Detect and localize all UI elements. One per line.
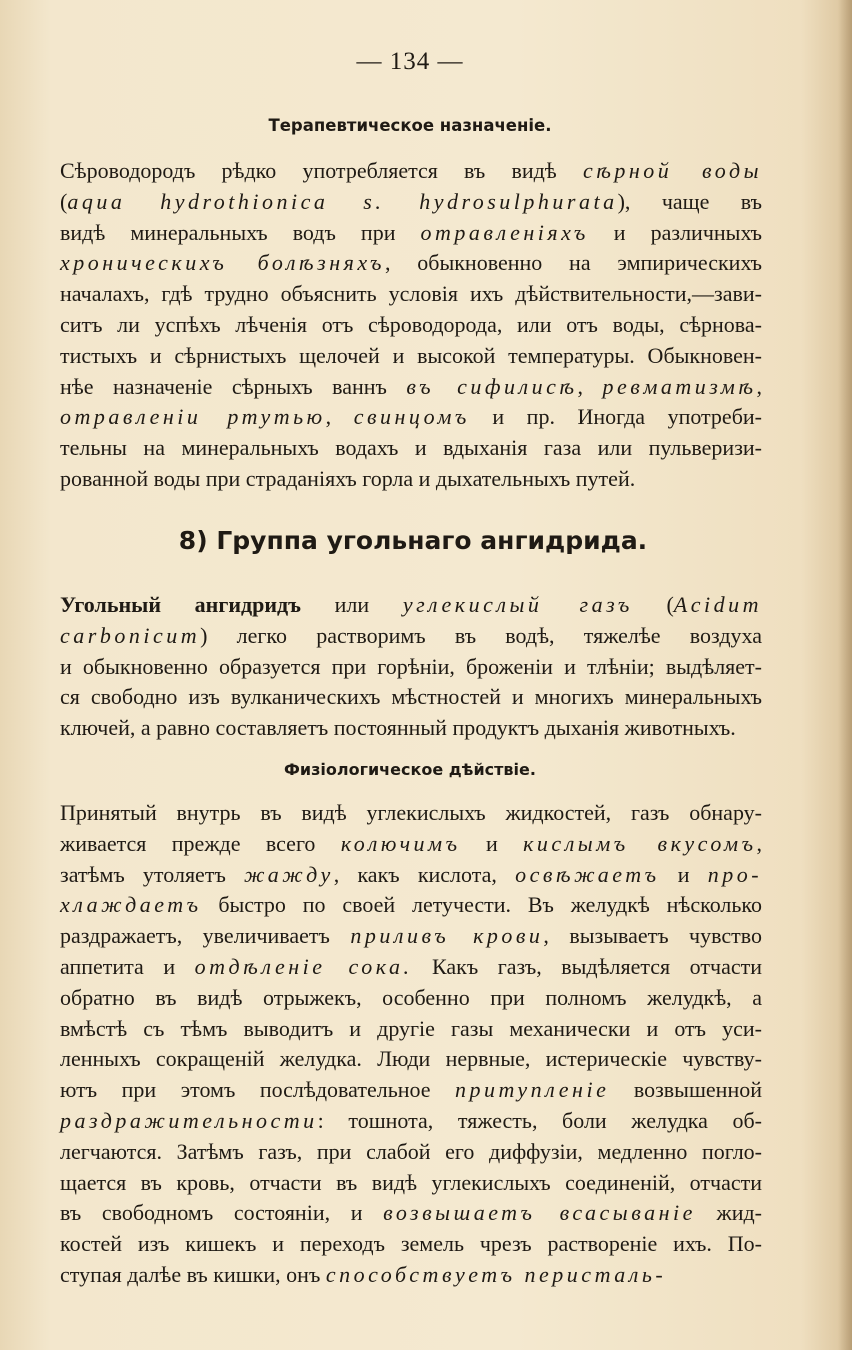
spaced-emphasis: отравленіяхъ (420, 219, 589, 245)
spaced-emphasis: отравленіи ртутью (60, 404, 326, 430)
text-run: костей изъ кишекъ и переходъ земель чрезъ раствореніе ихъ. По- (60, 1231, 762, 1257)
spaced-emphasis: освѣжаетъ (515, 861, 660, 887)
spaced-emphasis: aqua hydrothionica s. hydrosulphurata (67, 188, 618, 214)
text-line (60, 1168, 762, 1199)
spaced-emphasis: про- (707, 861, 763, 887)
text-run: ) легко растворимъ въ водѣ, тяжелѣе воздуха (200, 622, 762, 648)
text-line (60, 1229, 762, 1260)
text-line (60, 1075, 762, 1106)
spaced-emphasis: углекислый газъ (402, 592, 633, 617)
text-run: ленныхъ сокращеній желудка. Люди нервные, истерическіе чувству- (60, 1046, 762, 1072)
text-line (60, 1198, 762, 1229)
text-run: аппетита и (60, 953, 195, 979)
text-run: въ свободномъ состояніи, и (60, 1200, 384, 1226)
spaced-emphasis: отдѣленіе сока. (194, 953, 413, 979)
text-run: Принятый внутрь въ видѣ углекислыхъ жидкостей, газъ обнару- (60, 800, 762, 825)
text-line (60, 433, 762, 464)
text-line (60, 1260, 762, 1291)
text-line (60, 402, 762, 433)
text-line (60, 713, 762, 744)
text-run: и различныхъ (588, 219, 762, 245)
text-run: живается прежде всего (60, 830, 341, 856)
page-edge-shadow (838, 0, 852, 1350)
text-line (60, 279, 762, 310)
text-run: раздражаетъ, увеличиваетъ (60, 923, 351, 949)
text-line (60, 187, 762, 218)
text-run: жид- (695, 1200, 762, 1226)
text-line (60, 1137, 762, 1168)
text-line (60, 372, 762, 403)
spaced-emphasis: кислымъ вкусомъ (523, 830, 757, 856)
text-line (60, 218, 762, 249)
spaced-emphasis: колючимъ (340, 830, 461, 856)
section-title-physiological: Физіологическое дѣйствіе. (284, 760, 536, 779)
text-run: ступая далѣе въ кишки, онъ (60, 1261, 326, 1287)
bold-term: Угольный ангидридъ (60, 592, 301, 617)
text-run: видѣ минеральныхъ водъ при (60, 219, 421, 245)
text-run: тистыхъ и сѣрнистыхъ щелочей и высокой температуры. Обыкновен- (60, 342, 762, 368)
text-line (60, 1106, 762, 1137)
spaced-emphasis: способствуетъ перисталь- (325, 1261, 667, 1287)
spaced-emphasis: притупленіе (455, 1077, 610, 1103)
text-line (60, 590, 762, 621)
text-run: и (460, 830, 524, 856)
text-run: легчаются. Затѣмъ газъ, при слабой его диффузіи, медленно погло- (60, 1138, 762, 1164)
text-run: затѣмъ утоляетъ (60, 861, 245, 887)
text-line (60, 983, 762, 1014)
spaced-emphasis: приливъ крови (350, 923, 544, 949)
text-run: ключей, а равно составляетъ постоянный продуктъ дыханія животныхъ. (60, 715, 736, 741)
paragraph-carbonic-anhydride (60, 590, 762, 744)
text-run: ютъ при этомъ послѣдовательное (60, 1077, 456, 1103)
text-run: , обыкновенно на эмпирическихъ (384, 250, 762, 276)
group-title: 8) Группа угольнаго ангидрида. (178, 526, 648, 555)
spaced-emphasis: свинцомъ (353, 404, 470, 430)
spaced-emphasis: раздражительности (60, 1107, 318, 1133)
text-line (60, 921, 762, 952)
text-run: Какъ газъ, выдѣляется отчасти (412, 953, 762, 979)
text-run: , (577, 373, 603, 399)
text-line (60, 652, 762, 683)
spaced-emphasis: возвышаетъ всасываніе (383, 1200, 696, 1226)
text-line (60, 860, 762, 891)
text-run: и пр. Иногда употреби- (469, 404, 762, 430)
spaced-emphasis: ревматизмѣ (602, 373, 757, 399)
text-run: и обыкновенно образуется при горѣніи, броженіи и тлѣніи; выдѣляет- (60, 653, 762, 679)
text-line (60, 464, 762, 495)
paragraph-physiological (60, 798, 762, 1291)
text-run: началахъ, гдѣ трудно объяснить условія ихъ дѣйствительности,—зави- (60, 281, 762, 307)
text-run: обратно въ видѣ отрыжекъ, особенно при полномъ желудкѣ, а (60, 984, 762, 1010)
text-line (60, 248, 762, 279)
spaced-emphasis: Acidum (673, 592, 762, 617)
text-run: щается въ кровь, отчасти въ видѣ углекислыхъ соединеній, отчасти (60, 1169, 762, 1195)
paragraph-therapeutic (60, 156, 762, 495)
spaced-emphasis: carbonicum (60, 622, 201, 648)
text-run: тельны на минеральныхъ водахъ и вдыханія газа или пульверизи- (60, 435, 762, 461)
text-run: ся свободно изъ вулканическихъ мѣстностей и многихъ минеральныхъ (60, 684, 762, 710)
spaced-emphasis: жажду (244, 861, 334, 887)
text-run: , (325, 404, 354, 430)
text-line (60, 829, 762, 860)
text-run: , какъ кислота, (333, 861, 516, 887)
text-line (60, 156, 762, 187)
text-run: ( (632, 592, 674, 617)
text-run: быстро по своей летучести. Въ желудкѣ нѣсколько (201, 892, 762, 918)
text-run: возвышенной (609, 1077, 762, 1103)
page-number: — 134 — (356, 48, 464, 75)
text-line (60, 1044, 762, 1075)
text-run: ( (60, 188, 68, 214)
text-line (60, 621, 762, 652)
text-run: и (659, 861, 708, 887)
text-run: , вызываетъ чувство (543, 923, 763, 949)
spaced-emphasis: хлаждаетъ (60, 892, 202, 918)
spaced-emphasis: хроническихъ болѣзняхъ (60, 250, 385, 276)
text-run: , (756, 373, 763, 399)
text-run: рованной воды при страданіяхъ горла и дыхательныхъ путей. (60, 465, 636, 491)
text-run: : тошнота, тяжесть, боли желудка об- (317, 1107, 762, 1133)
text-line (60, 682, 762, 713)
text-run: , (756, 830, 763, 856)
text-run: ситъ ли успѣхъ лѣченія отъ сѣроводорода, или отъ воды, сѣрнова- (60, 311, 762, 337)
spaced-emphasis: сѣрной воды (582, 158, 762, 183)
text-run: вмѣстѣ съ тѣмъ выводитъ и другіе газы механически и отъ уси- (60, 1015, 762, 1041)
text-line (60, 341, 762, 372)
text-line (60, 952, 762, 983)
section-title-therapeutic: Терапевтическое назначеніе. (268, 116, 552, 135)
text-line (60, 890, 762, 921)
text-line (60, 798, 762, 829)
text-line (60, 310, 762, 341)
text-run: Сѣроводородъ рѣдко употребляется въ видѣ (60, 158, 583, 183)
text-line (60, 1014, 762, 1045)
text-run: или (301, 592, 403, 617)
text-run: ), чаще въ (617, 188, 763, 214)
spaced-emphasis: въ сифилисѣ (406, 373, 578, 399)
text-run: нѣе назначеніе сѣрныхъ ваннъ (60, 373, 407, 399)
